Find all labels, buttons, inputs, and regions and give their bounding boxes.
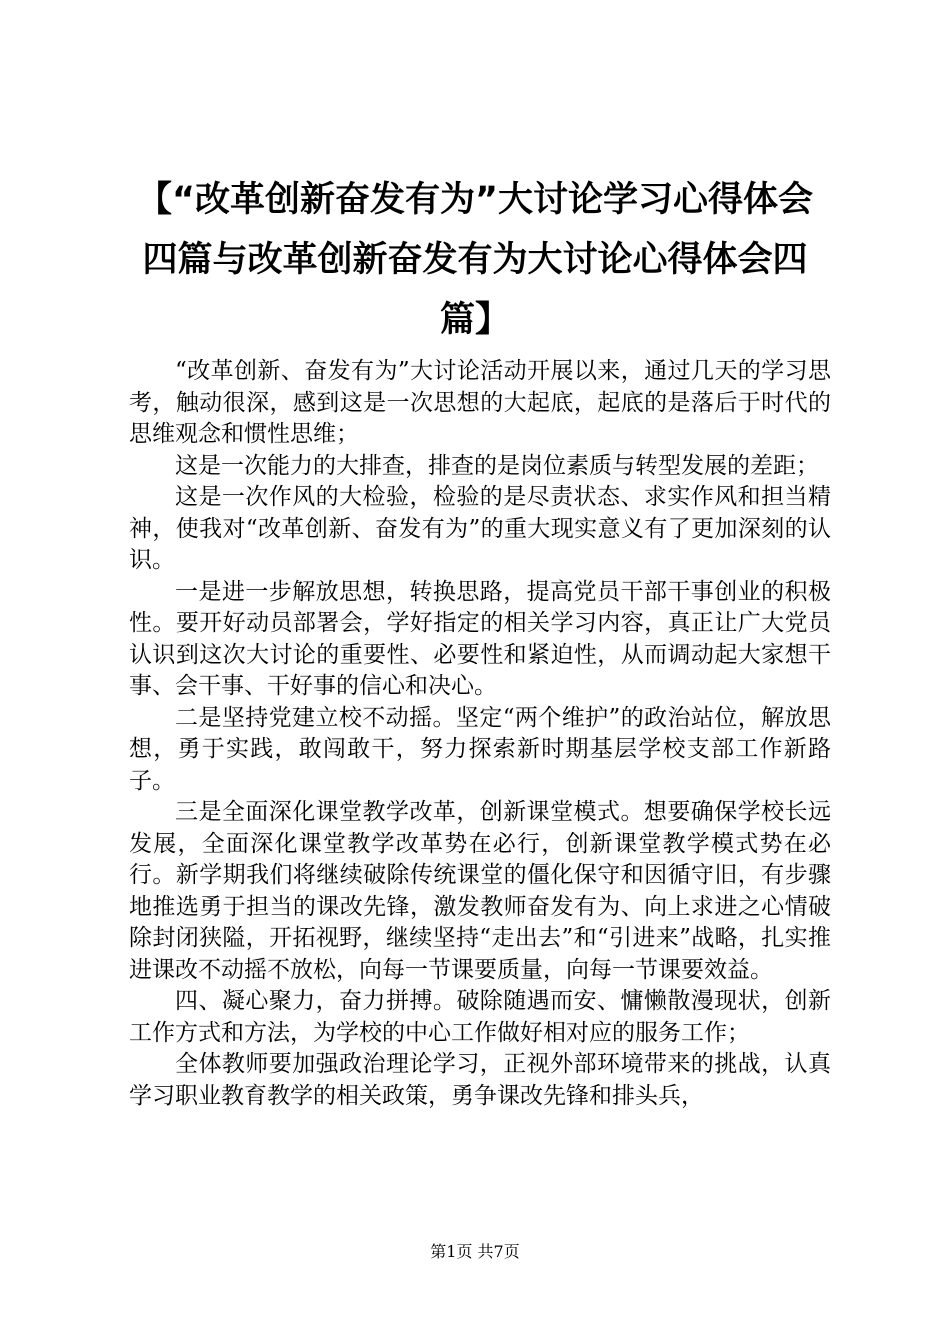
- paragraph-2: 这是一次能力的大排查，排查的是岗位素质与转型发展的差距；: [175, 452, 819, 479]
- title-line-2: 四篇与改革创新奋发有为大讨论心得体会四: [142, 240, 808, 280]
- title-line-3: 篇】: [439, 300, 510, 340]
- document-title: [120, 170, 830, 350]
- paragraph-8: 全体教师要加强政治理论学习，正视外部环境带来的挑战，认真学习职业教育教学的相关政策，勇争课改先锋和排头兵，: [129, 1051, 831, 1109]
- paragraph-1: “改革创新、奋发有为”大讨论活动开展以来，通过几天的学习思考，触动很深，感到这是一次思想的大起底，起底的是落后于时代的思维观念和惯性思维；: [129, 358, 831, 447]
- paragraph-4: 一是进一步解放思想，转换思路，提高党员干部干事创业的积极性。要开好动员部署会，学好指定的相关学习内容，真正让广大党员认识到这次大讨论的重要性、必要性和紧迫性，从而调动起大家想干事、会干事、干好事的信心和决心。: [129, 578, 831, 699]
- page-footer: 第1页 共7页: [430, 1242, 520, 1261]
- paragraph-5: 二是坚持党建立校不动摇。坚定“两个维护”的政治站位，解放思想，勇于实践，敢闯敢干，努力探索新时期基层学校支部工作新路子。: [129, 704, 831, 794]
- title-line-1: 【“改革创新奋发有为”大讨论学习心得体会: [136, 180, 813, 220]
- paragraph-7: 四、凝心聚力，奋力拼搏。破除随遇而安、慵懒散漫现状，创新工作方式和方法，为学校的中心工作做好相对应的服务工作；: [129, 988, 831, 1046]
- paragraph-6: 三是全面深化课堂教学改革，创新课堂模式。想要确保学校长远发展，全面深化课堂教学改革势在必行，创新课堂教学模式势在必行。新学期我们将继续破除传统课堂的僵化保守和因循守旧，有步骤地推选勇于担当的课改先锋，激发教师奋发有为、向上求进之心情破除封闭狭隘，开拓视野，继续坚持“走出去”和“引进来”战略，扎实推进课改不动摇不放松，向每一节课要质量，向每一节课要效益。: [129, 799, 831, 983]
- paragraph-3: 这是一次作风的大检验，检验的是尽责状态、求实作风和担当精神，使我对“改革创新、奋发有为”的重大现实意义有了更加深刻的认识。: [129, 484, 831, 573]
- document-body: [129, 356, 831, 1112]
